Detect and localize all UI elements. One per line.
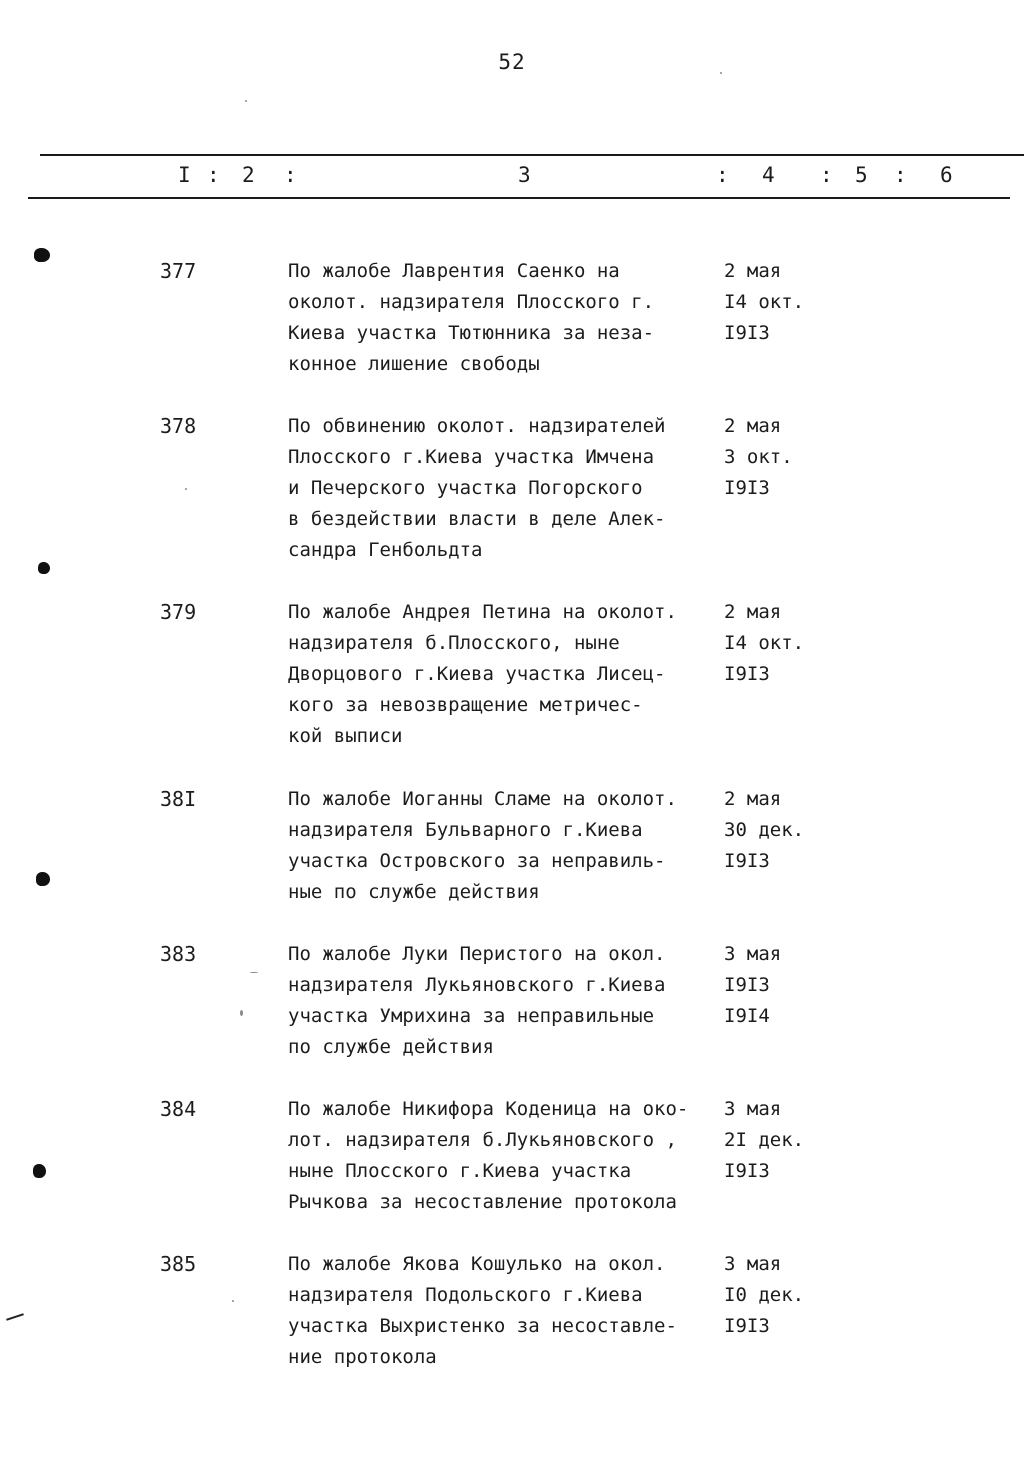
description-line: ныне Плосского г.Киева участка <box>288 1160 632 1182</box>
description-line: участка Островского за неправиль- <box>288 850 666 872</box>
description-line: По жалобе Луки Перистого на окол. <box>288 943 666 965</box>
entry-description <box>288 597 728 752</box>
entry-dates <box>724 1094 844 1187</box>
description-line: Рычкова за несоставление протокола <box>288 1191 677 1213</box>
punch-hole-mark <box>34 248 50 262</box>
entry-description <box>288 256 728 380</box>
description-line: Дворцового г.Киева участка Лисец- <box>288 663 666 685</box>
entry-dates <box>724 256 844 349</box>
description-line: ние протокола <box>288 1346 437 1368</box>
entry-number: 383 <box>160 942 197 966</box>
description-line: надзирателя б.Плосского, ныне <box>288 632 620 654</box>
end-date: 3 окт. <box>724 446 793 468</box>
description-line: По жалобе Андрея Петина на околот. <box>288 601 677 623</box>
scan-speck <box>250 972 258 973</box>
entry-description <box>288 784 728 908</box>
description-line: лот. надзирателя б.Лукьяновского , <box>288 1129 677 1151</box>
entry-description <box>288 1249 728 1373</box>
column-header-3: 3 <box>518 163 531 187</box>
description-line: По жалобе Иоганны Сламе на околот. <box>288 788 677 810</box>
start-date: 2 мая <box>724 788 782 810</box>
table-header <box>0 163 1024 191</box>
column-header-1: I <box>178 163 191 187</box>
column-header-4: 4 <box>762 163 775 187</box>
scan-speck <box>185 488 187 490</box>
description-line: ные по службе действия <box>288 881 540 903</box>
column-separator: : <box>284 163 297 187</box>
description-line: участка Умрихина за неправильные <box>288 1005 655 1027</box>
year: I9I3 <box>724 663 770 685</box>
column-separator: : <box>820 163 833 187</box>
entry-dates <box>724 784 844 877</box>
start-date: 2 мая <box>724 260 782 282</box>
description-line: По жалобе Лаврентия Саенко на <box>288 260 620 282</box>
scan-speck <box>720 72 722 74</box>
punch-hole-mark <box>33 1164 46 1178</box>
description-line: надзирателя Лукьяновского г.Киева <box>288 974 666 996</box>
table-header-top-rule <box>40 154 1024 156</box>
description-line: По обвинению околот. надзирателей <box>288 415 666 437</box>
end-date: 30 дек. <box>724 819 805 841</box>
end-date: I4 окт. <box>724 291 805 313</box>
description-line: По жалобе Никифора Коденица на око- <box>288 1098 689 1120</box>
description-line: Киева участка Тютюнника за неза- <box>288 322 655 344</box>
description-line: По жалобе Якова Кошулько на окол. <box>288 1253 666 1275</box>
entry-number: 385 <box>160 1252 197 1276</box>
start-date: 2 мая <box>724 415 782 437</box>
year: I9I3 <box>724 974 770 996</box>
end-date: 2I дек. <box>724 1129 805 1151</box>
entry-dates <box>724 597 844 690</box>
column-header-5: 5 <box>855 163 868 187</box>
scan-speck <box>245 100 247 102</box>
punch-hole-mark <box>36 872 50 886</box>
page-number: 52 <box>498 50 526 74</box>
column-separator: : <box>207 163 220 187</box>
column-header-2: 2 <box>242 163 255 187</box>
entry-description <box>288 411 728 566</box>
start-date: 3 мая <box>724 1098 782 1120</box>
stray-pen-mark <box>6 1313 24 1320</box>
entry-number: 38I <box>160 787 197 811</box>
entry-number: 378 <box>160 414 197 438</box>
description-line: сандра Генбольдта <box>288 539 483 561</box>
entry-number: 384 <box>160 1097 197 1121</box>
end-year: I9I4 <box>724 1005 770 1027</box>
year: I9I3 <box>724 322 770 344</box>
start-date: 3 мая <box>724 1253 782 1275</box>
description-line: и Печерского участка Погорского <box>288 477 643 499</box>
scan-speck <box>232 1300 234 1302</box>
column-separator: : <box>716 163 729 187</box>
year: I9I3 <box>724 850 770 872</box>
year: I9I3 <box>724 1160 770 1182</box>
entry-dates <box>724 1249 844 1342</box>
description-line: участка Выхристенко за несоставле- <box>288 1315 677 1337</box>
punch-hole-mark <box>38 562 50 574</box>
column-separator: : <box>894 163 907 187</box>
entry-dates <box>724 411 844 504</box>
description-line: надзирателя Бульварного г.Киева <box>288 819 643 841</box>
description-line: по службе действия <box>288 1036 494 1058</box>
year: I9I3 <box>724 477 770 499</box>
entry-number: 379 <box>160 600 197 624</box>
year: I9I3 <box>724 1315 770 1337</box>
table-header-bottom-rule <box>28 197 1010 199</box>
entry-description <box>288 1094 728 1218</box>
entry-number: 377 <box>160 259 197 283</box>
column-header-6: 6 <box>940 163 953 187</box>
entry-description <box>288 939 728 1063</box>
description-line: околот. надзирателя Плосского г. <box>288 291 655 313</box>
start-date: 2 мая <box>724 601 782 623</box>
description-line: кой выписи <box>288 725 403 747</box>
description-line: кого за невозвращение метричес- <box>288 694 643 716</box>
description-line: Плосского г.Киева участка Имчена <box>288 446 655 468</box>
entry-dates <box>724 939 844 1032</box>
scan-speck <box>240 1010 243 1016</box>
start-date: 3 мая <box>724 943 782 965</box>
end-date: I0 дек. <box>724 1284 805 1306</box>
description-line: конное лишение свободы <box>288 353 540 375</box>
description-line: в бездействии власти в деле Алек- <box>288 508 666 530</box>
description-line: надзирателя Подольского г.Киева <box>288 1284 643 1306</box>
end-date: I4 окт. <box>724 632 805 654</box>
